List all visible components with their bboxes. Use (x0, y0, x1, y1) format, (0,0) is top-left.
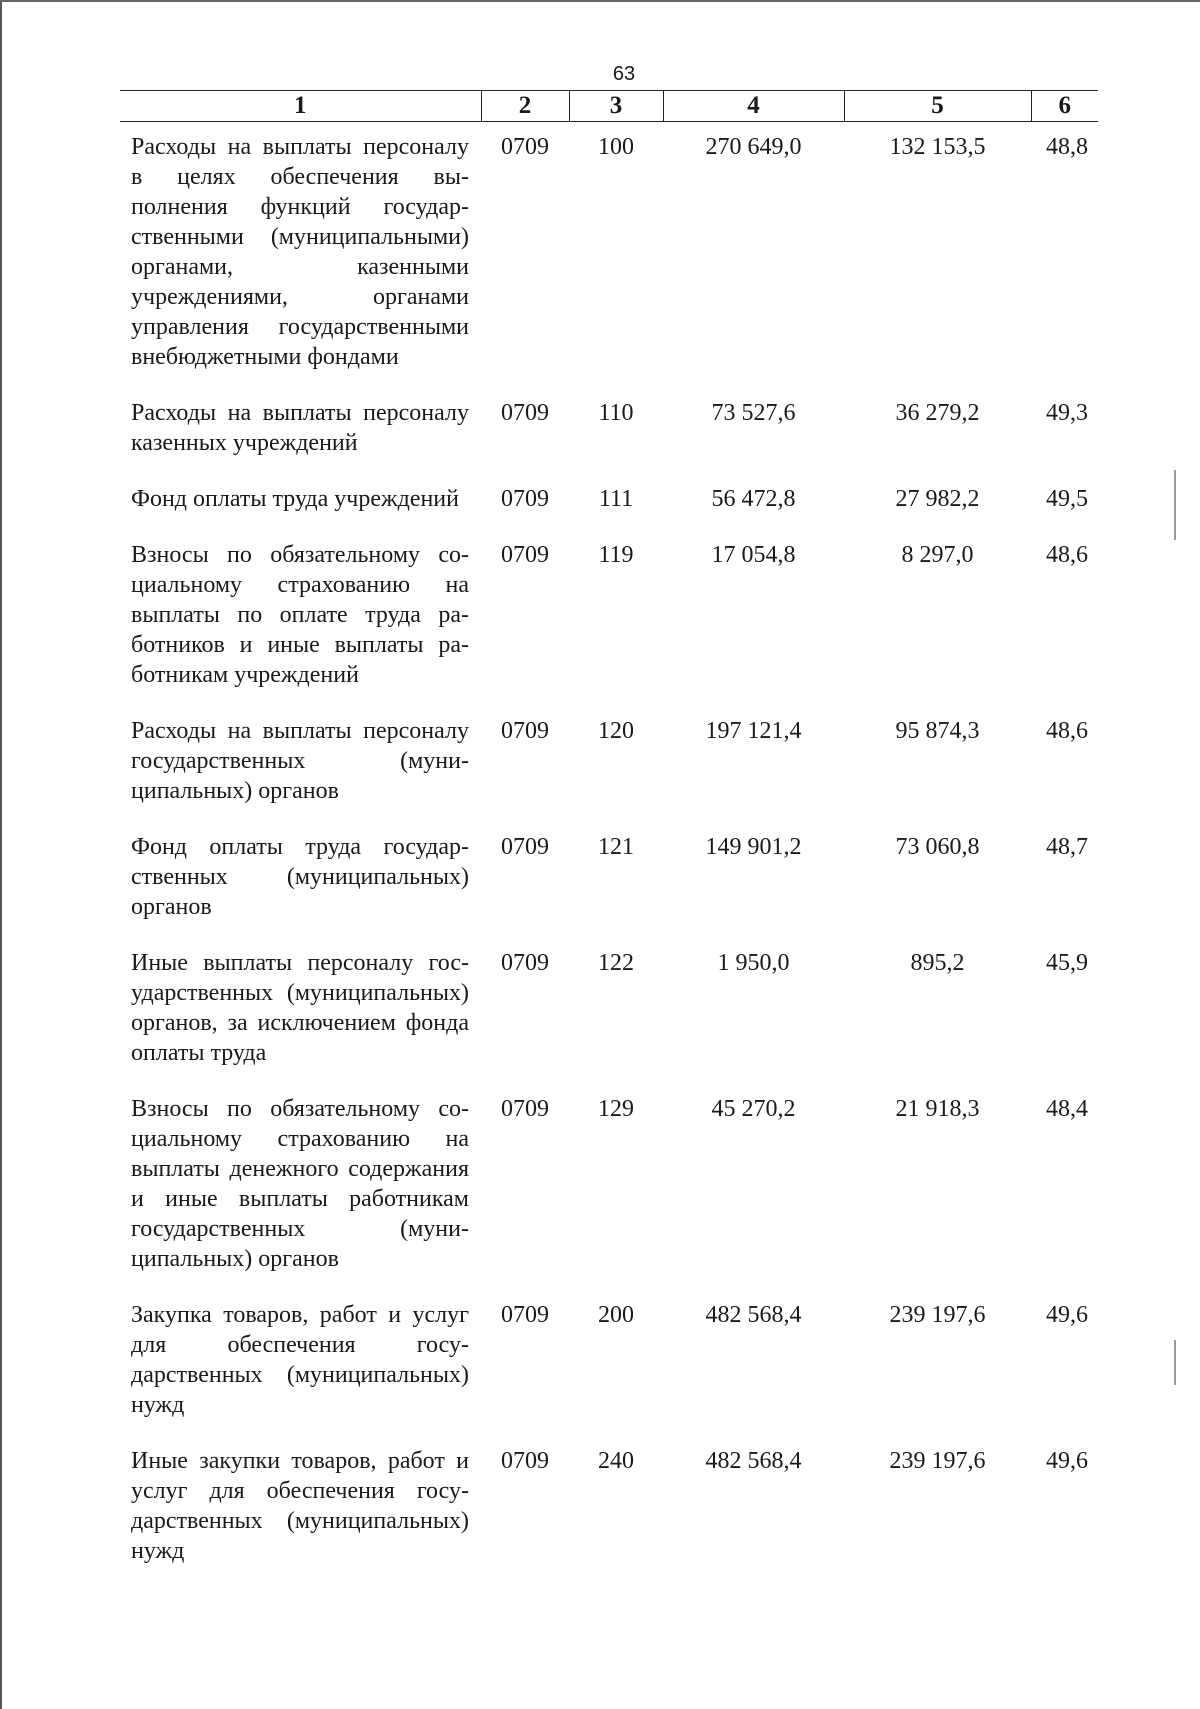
row-description: Фонд оплаты труда государственных (муниципальных) органов (131, 834, 469, 920)
scan-mark (1174, 470, 1176, 540)
row-expense-type: 120 (598, 718, 634, 744)
row-description: Взносы по обязательному социальному страхованию на выплаты по оплате труда работников и иные выплаты работникам учреждений (131, 542, 469, 688)
column-header-6: 6 (1031, 91, 1098, 122)
row-planned-amount: 197 121,4 (705, 718, 802, 744)
row-actual-amount: 21 918,3 (895, 1096, 980, 1122)
table-row (120, 530, 1098, 706)
row-percent: 49,6 (1046, 1448, 1088, 1474)
row-planned-amount: 73 527,6 (711, 400, 796, 426)
scan-mark (1174, 1340, 1176, 1385)
row-percent: 45,9 (1046, 950, 1088, 976)
row-planned-amount: 270 649,0 (705, 134, 802, 160)
row-planned-amount: 45 270,2 (711, 1096, 796, 1122)
row-expense-type: 111 (598, 486, 634, 512)
column-header-3: 3 (569, 91, 663, 122)
row-expense-type: 121 (598, 834, 634, 860)
budget-table (120, 90, 1098, 1582)
row-percent: 48,7 (1046, 834, 1088, 860)
table-row (120, 706, 1098, 822)
row-expense-type: 119 (598, 542, 634, 568)
column-header-2: 2 (481, 91, 569, 122)
row-section-code: 0709 (501, 134, 549, 160)
row-expense-type: 110 (598, 400, 634, 426)
column-header-4: 4 (663, 91, 844, 122)
row-planned-amount: 56 472,8 (711, 486, 796, 512)
table-row (120, 388, 1098, 474)
table-row (120, 122, 1098, 389)
table-row (120, 822, 1098, 938)
row-actual-amount: 132 153,5 (889, 134, 986, 160)
row-expense-type: 122 (598, 950, 634, 976)
row-actual-amount: 239 197,6 (889, 1302, 986, 1328)
row-section-code: 0709 (501, 834, 549, 860)
row-section-code: 0709 (501, 400, 549, 426)
row-planned-amount: 482 568,4 (705, 1448, 802, 1474)
row-description: Расходы на выплаты персоналу в целях обеспечения выполнения функций государственными (муниципальными) органами, казенными учреждениями, органами управления государственными внебюджетными фондами (131, 134, 469, 370)
row-actual-amount: 36 279,2 (895, 400, 980, 426)
row-actual-amount: 73 060,8 (895, 834, 980, 860)
row-section-code: 0709 (501, 1448, 549, 1474)
row-actual-amount: 8 297,0 (901, 542, 974, 568)
table-body (120, 122, 1098, 1583)
row-percent: 48,6 (1046, 718, 1088, 744)
table-row (120, 1084, 1098, 1290)
row-description: Закупка товаров, работ и услуг для обеспечения государственных (муниципальных) нужд (131, 1302, 469, 1418)
row-percent: 48,8 (1046, 134, 1088, 160)
row-section-code: 0709 (501, 542, 549, 568)
row-description: Иные выплаты персоналу государственных (муниципальных) органов, за исключением фонда оплаты труда (131, 950, 469, 1066)
row-planned-amount: 17 054,8 (711, 542, 796, 568)
page-number: 63 (612, 63, 636, 85)
row-expense-type: 200 (598, 1302, 634, 1328)
row-actual-amount: 895,2 (910, 950, 965, 976)
row-description: Взносы по обязательному социальному страхованию на выплаты денежного содержания и иные выплаты работникам государственных (муниципальных) органов (131, 1096, 469, 1272)
column-header-5: 5 (844, 91, 1031, 122)
row-section-code: 0709 (501, 1302, 549, 1328)
row-section-code: 0709 (501, 1096, 549, 1122)
table-row (120, 938, 1098, 1084)
row-percent: 49,3 (1046, 400, 1088, 426)
table-row (120, 1290, 1098, 1436)
table-row (120, 1436, 1098, 1582)
row-description: Фонд оплаты труда учреждений (131, 486, 459, 512)
row-expense-type: 100 (598, 134, 634, 160)
table-row (120, 474, 1098, 530)
row-description: Расходы на выплаты персоналу казенных учреждений (131, 400, 469, 456)
scan-edge-left (0, 0, 2, 1709)
row-percent: 49,5 (1046, 486, 1088, 512)
column-header-1: 1 (120, 91, 481, 122)
row-description: Расходы на выплаты персоналу государственных (муниципальных) органов (131, 718, 469, 804)
row-planned-amount: 149 901,2 (705, 834, 802, 860)
row-percent: 48,6 (1046, 542, 1088, 568)
row-expense-type: 240 (598, 1448, 634, 1474)
row-percent: 49,6 (1046, 1302, 1088, 1328)
row-section-code: 0709 (501, 486, 549, 512)
row-planned-amount: 1 950,0 (717, 950, 790, 976)
row-percent: 48,4 (1046, 1096, 1088, 1122)
row-actual-amount: 95 874,3 (895, 718, 980, 744)
row-description: Иные закупки товаров, работ и услуг для обеспечения государственных (муниципальных) нужд (131, 1448, 469, 1564)
row-expense-type: 129 (598, 1096, 634, 1122)
table-header (120, 91, 1098, 122)
scan-edge-top (0, 0, 1200, 2)
row-actual-amount: 27 982,2 (895, 486, 980, 512)
row-actual-amount: 239 197,6 (889, 1448, 986, 1474)
row-section-code: 0709 (501, 950, 549, 976)
row-planned-amount: 482 568,4 (705, 1302, 802, 1328)
row-section-code: 0709 (501, 718, 549, 744)
